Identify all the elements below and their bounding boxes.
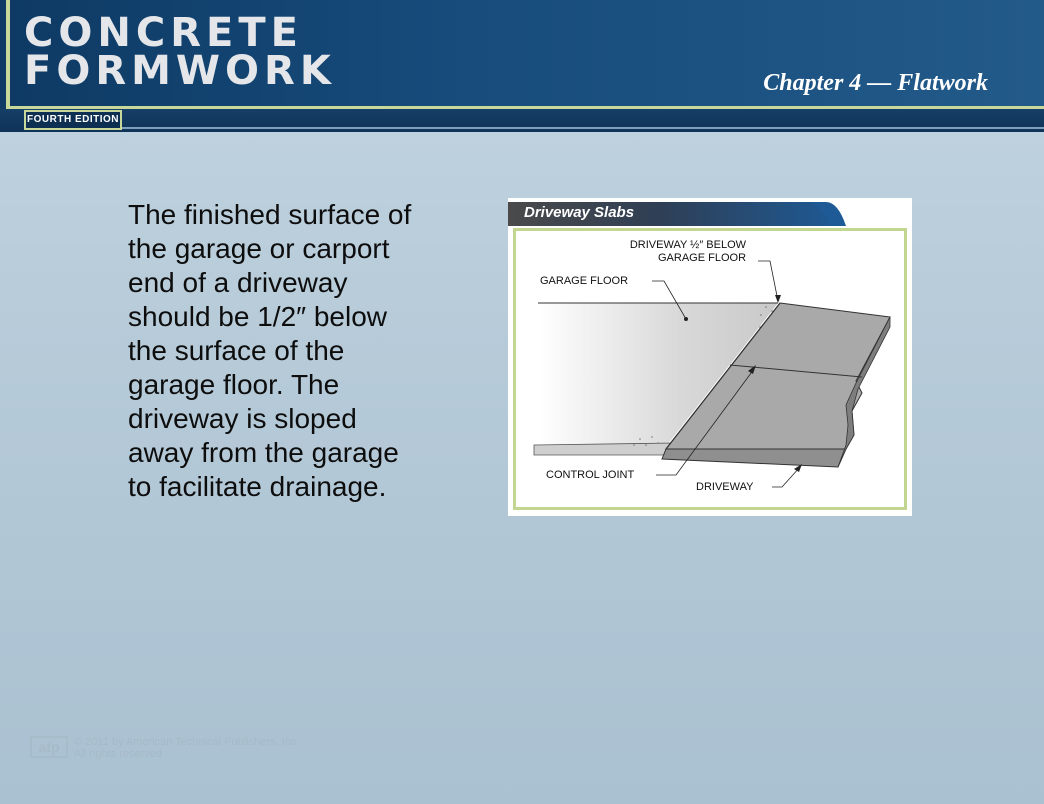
- figure-title: Driveway Slabs: [524, 204, 635, 221]
- copyright-notice: [74, 736, 299, 760]
- copyright-line1: © 2011 by American Technical Publishers, Inc.: [74, 736, 300, 748]
- atp-logo-text: atp: [38, 739, 60, 755]
- edition-badge: FOURTH EDITION: [24, 110, 122, 130]
- book-title-line2: FORMWORK: [24, 48, 336, 94]
- figure-illustration-frame: [513, 228, 907, 510]
- slide-header: [0, 0, 1044, 132]
- label-driveway: DRIVEWAY: [696, 481, 754, 493]
- atp-logo-icon: [30, 736, 68, 758]
- chapter-title: Chapter 4 — Flatwork: [763, 70, 988, 96]
- label-driveway-below-line2: GARAGE FLOOR: [658, 252, 747, 264]
- book-title-logo: [24, 10, 336, 94]
- label-garage-floor: GARAGE FLOOR: [540, 275, 629, 287]
- label-driveway-below: [624, 239, 746, 265]
- driveway-illustration: [516, 231, 904, 507]
- label-control-joint: CONTROL JOINT: [546, 469, 635, 481]
- copyright-line2: All rights reserved: [74, 748, 163, 760]
- slide-body-text: The finished surface of the garage or carport end of a driveway should be 1/2″ below the surface of the garage floor. The driveway is sloped away from the garage to facilitate drainage.: [128, 199, 412, 502]
- header-rule: [120, 127, 1044, 129]
- header-frame-left: [6, 0, 10, 110]
- book-title-line1: CONCRETE: [24, 10, 303, 56]
- driveway-slabs-figure: [508, 198, 912, 516]
- label-driveway-below-line1: DRIVEWAY ½″ BELOW: [629, 239, 747, 251]
